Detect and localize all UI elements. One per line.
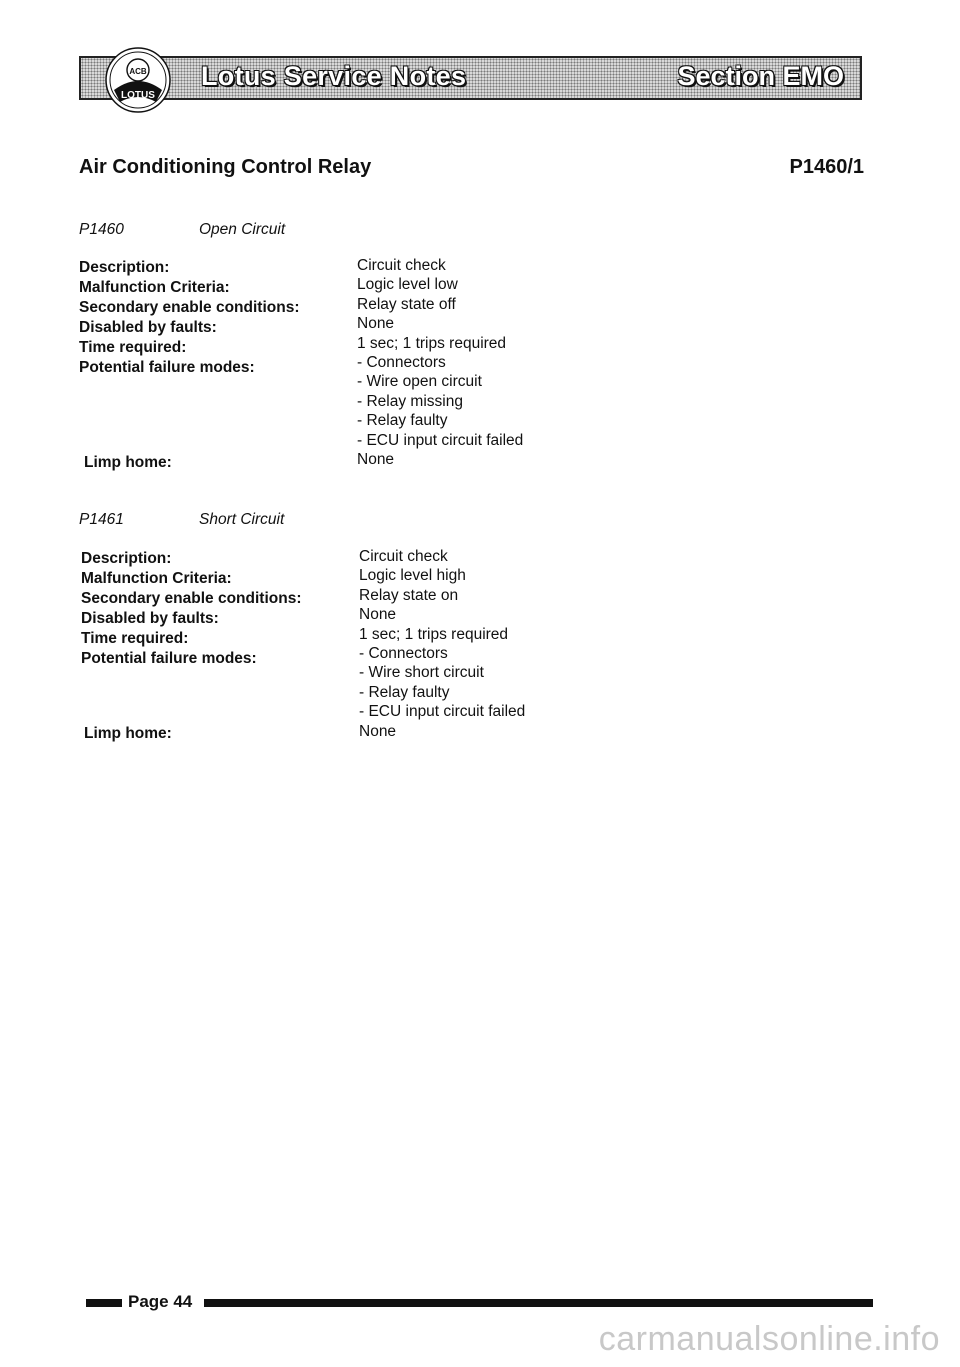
section-label: Section EMO [677,61,844,91]
fault-header [79,221,779,245]
footer-rule-left [86,1299,122,1307]
fault-header [79,511,779,535]
description-value: Circuit check [357,257,446,274]
failure-mode-item: - ECU input circuit failed [359,703,526,721]
logo-text: LOTUS [121,90,155,101]
secondary-value: Relay state off [357,295,456,313]
secondary-label: Secondary enable conditions: [79,299,300,316]
limp-home-value: None [359,722,397,740]
footer-rule-right [204,1299,873,1307]
disabled-label: Disabled by faults: [79,319,217,336]
limp-home-label: Limp home: [84,454,172,471]
limp-home-value: None [357,450,395,468]
malfunction-value: Logic level high [359,567,466,585]
description-value: Circuit check [359,548,448,565]
malfunction-label: Malfunction Criteria: [79,279,230,296]
secondary-label: Secondary enable conditions: [81,590,302,607]
failure-mode-item: - Connectors [357,353,446,371]
lotus-logo-icon [104,46,172,114]
failure-mode-item: - Relay missing [357,392,463,410]
time-value: 1 sec; 1 trips required [357,334,507,352]
field-labels [81,549,351,669]
page-code: P1460/1 [789,156,864,178]
description-label: Description: [79,259,170,276]
failure-mode-item: - Relay faulty [359,683,450,701]
fault-code: P1460 [79,221,124,238]
limp-home-label: Limp home: [84,725,172,742]
fault-type: Short Circuit [199,511,285,528]
header-banner [79,56,862,100]
watermark: carmanualsonline.info [598,1320,940,1358]
time-label: Time required: [79,339,187,356]
failure-mode-item: - ECU input circuit failed [357,431,524,449]
malfunction-label: Malfunction Criteria: [81,570,232,587]
page-number: Page 44 [128,1292,193,1311]
failure-mode-item: - Connectors [359,644,448,662]
failure-mode-item: - Wire short circuit [359,664,484,682]
failure-mode-item: - Wire open circuit [357,373,482,391]
malfunction-value: Logic level low [357,276,458,294]
fault-type: Open Circuit [199,221,286,238]
page-title: Air Conditioning Control Relay [79,156,372,178]
time-label: Time required: [81,630,189,647]
failure-modes-label: Potential failure modes: [79,359,255,376]
disabled-value: None [359,606,397,624]
field-labels [79,258,349,378]
secondary-value: Relay state on [359,586,459,604]
field-values [359,547,759,741]
fault-code: P1461 [79,511,124,528]
field-values [357,256,757,469]
logo-monogram: ACB [129,67,147,76]
time-value: 1 sec; 1 trips required [359,625,509,643]
banner-title: Lotus Service Notes [201,61,467,91]
failure-modes-label: Potential failure modes: [81,650,257,667]
disabled-label: Disabled by faults: [81,610,219,627]
disabled-value: None [357,315,395,333]
failure-mode-item: - Relay faulty [357,412,448,430]
description-label: Description: [81,550,172,567]
